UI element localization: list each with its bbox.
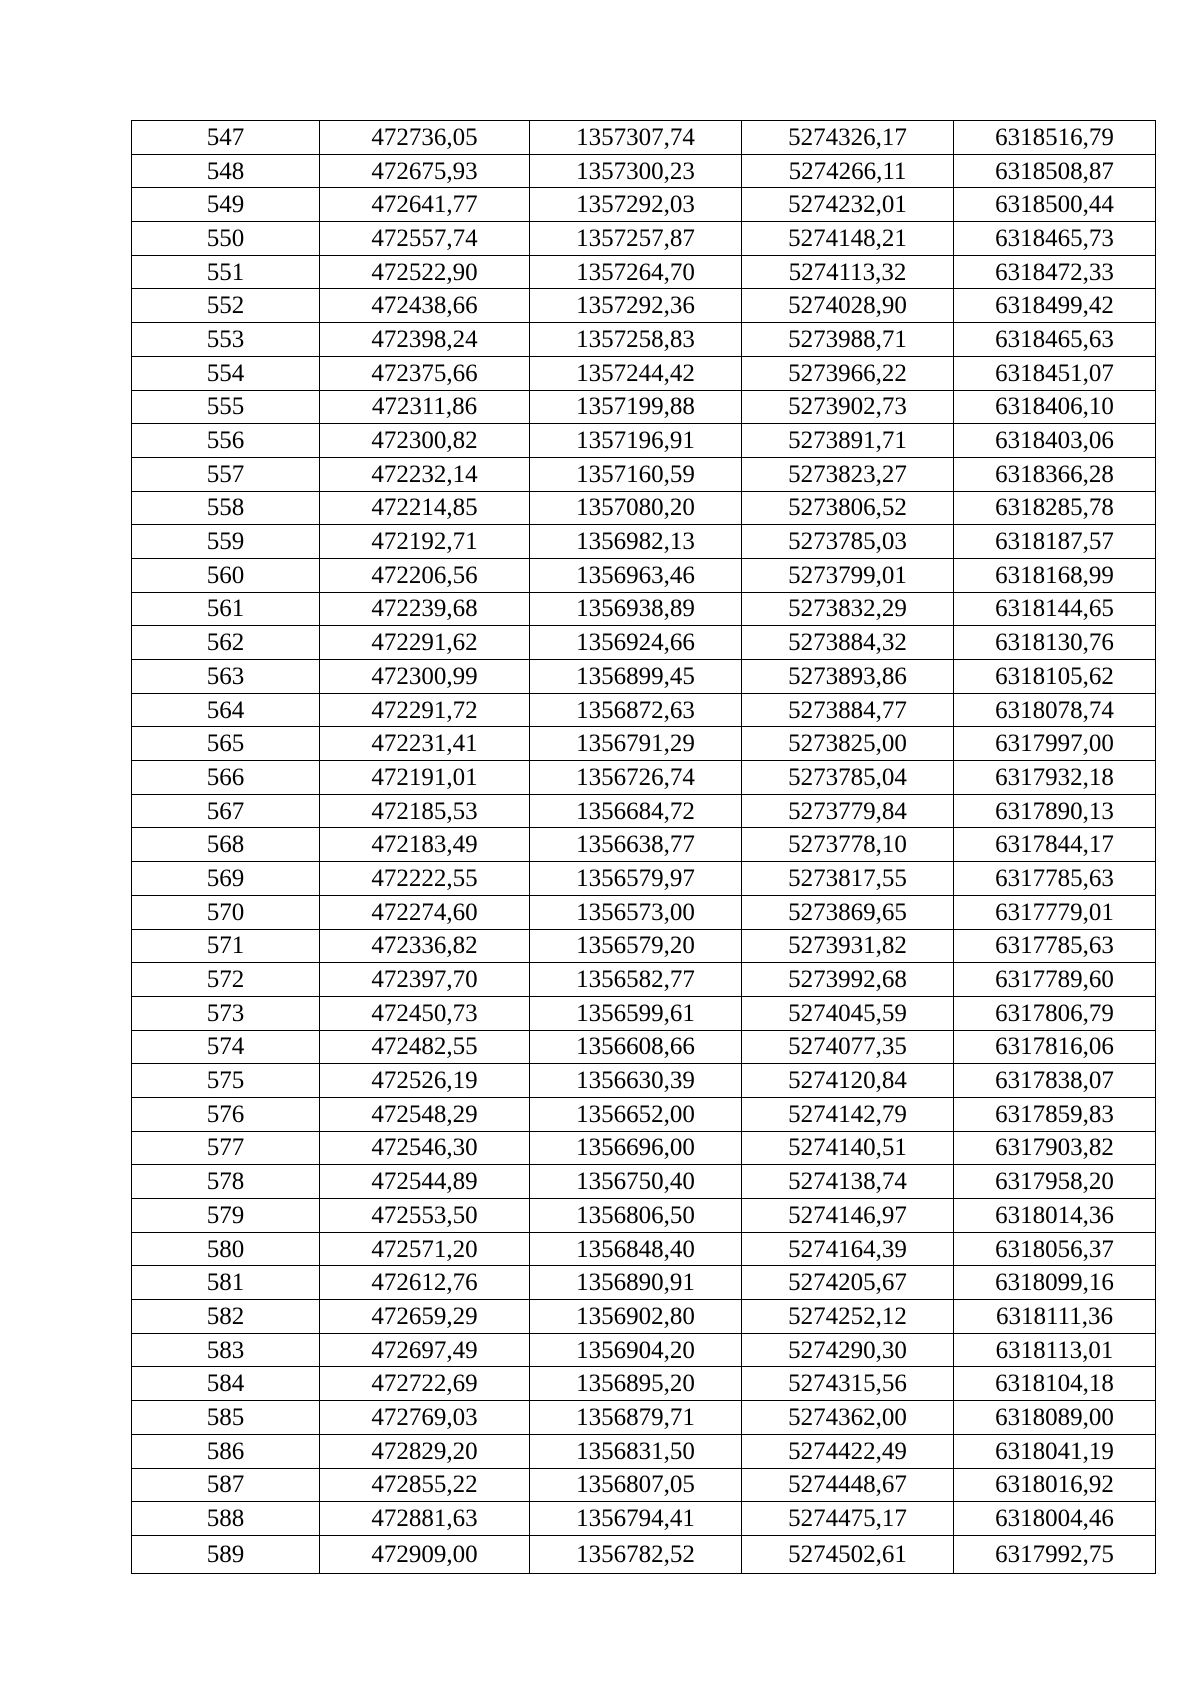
coord-col-2-cell: 1357258,83 — [530, 323, 742, 357]
coord-col-3-cell: 5274164,39 — [742, 1232, 954, 1266]
coord-col-1-cell: 472482,55 — [320, 1030, 530, 1064]
table-row — [132, 289, 1156, 323]
coord-col-1-cell: 472192,71 — [320, 525, 530, 559]
coord-col-1-cell: 472736,05 — [320, 121, 530, 155]
coord-col-2-cell: 1356895,20 — [530, 1367, 742, 1401]
table-row — [132, 693, 1156, 727]
coord-col-4-cell: 6317859,83 — [954, 1097, 1156, 1131]
coord-col-1-cell: 472311,86 — [320, 390, 530, 424]
coord-col-4-cell: 6318004,46 — [954, 1502, 1156, 1536]
coord-col-1-cell: 472829,20 — [320, 1434, 530, 1468]
point-number-cell: 557 — [132, 457, 320, 491]
point-number-cell: 578 — [132, 1165, 320, 1199]
coord-col-2-cell: 1356573,00 — [530, 895, 742, 929]
table-row — [132, 323, 1156, 357]
coord-col-3-cell: 5274362,00 — [742, 1401, 954, 1435]
point-number-cell: 554 — [132, 356, 320, 390]
table-row — [132, 1266, 1156, 1300]
coord-col-4-cell: 6318285,78 — [954, 491, 1156, 525]
table-row — [132, 1434, 1156, 1468]
coord-col-4-cell: 6318499,42 — [954, 289, 1156, 323]
coord-col-3-cell: 5273825,00 — [742, 727, 954, 761]
coord-col-4-cell: 6318056,37 — [954, 1232, 1156, 1266]
table-row — [132, 828, 1156, 862]
coord-col-3-cell: 5273817,55 — [742, 862, 954, 896]
point-number-cell: 565 — [132, 727, 320, 761]
coord-col-4-cell: 6317890,13 — [954, 794, 1156, 828]
coord-col-1-cell: 472544,89 — [320, 1165, 530, 1199]
coord-col-4-cell: 6317785,63 — [954, 862, 1156, 896]
point-number-cell: 549 — [132, 188, 320, 222]
coord-col-3-cell: 5273966,22 — [742, 356, 954, 390]
table-row — [132, 727, 1156, 761]
table-row — [132, 862, 1156, 896]
point-number-cell: 580 — [132, 1232, 320, 1266]
coord-col-3-cell: 5273902,73 — [742, 390, 954, 424]
coord-col-2-cell: 1357307,74 — [530, 121, 742, 155]
point-number-cell: 567 — [132, 794, 320, 828]
coord-col-1-cell: 472546,30 — [320, 1131, 530, 1165]
coord-col-3-cell: 5273779,84 — [742, 794, 954, 828]
coord-col-3-cell: 5274140,51 — [742, 1131, 954, 1165]
point-number-cell: 547 — [132, 121, 320, 155]
point-number-cell: 556 — [132, 424, 320, 458]
coord-col-1-cell: 472398,24 — [320, 323, 530, 357]
coord-col-1-cell: 472185,53 — [320, 794, 530, 828]
coord-col-3-cell: 5273931,82 — [742, 929, 954, 963]
coord-col-1-cell: 472769,03 — [320, 1401, 530, 1435]
coord-col-3-cell: 5274326,17 — [742, 121, 954, 155]
coord-col-3-cell: 5274448,67 — [742, 1468, 954, 1502]
coord-col-2-cell: 1356848,40 — [530, 1232, 742, 1266]
coord-col-3-cell: 5274252,12 — [742, 1300, 954, 1334]
coord-col-4-cell: 6318016,92 — [954, 1468, 1156, 1502]
table-row — [132, 154, 1156, 188]
coord-col-4-cell: 6318113,01 — [954, 1333, 1156, 1367]
table-row — [132, 1165, 1156, 1199]
coord-col-4-cell: 6318111,36 — [954, 1300, 1156, 1334]
coord-col-1-cell: 472300,82 — [320, 424, 530, 458]
coord-col-1-cell: 472557,74 — [320, 222, 530, 256]
coord-col-3-cell: 5273891,71 — [742, 424, 954, 458]
coord-col-4-cell: 6317785,63 — [954, 929, 1156, 963]
table-row — [132, 1097, 1156, 1131]
coord-col-4-cell: 6318187,57 — [954, 525, 1156, 559]
coord-col-3-cell: 5273884,32 — [742, 626, 954, 660]
coord-col-2-cell: 1356582,77 — [530, 963, 742, 997]
coord-col-2-cell: 1356726,74 — [530, 761, 742, 795]
coord-col-3-cell: 5273893,86 — [742, 660, 954, 694]
coord-col-4-cell: 6318041,19 — [954, 1434, 1156, 1468]
table-row — [132, 558, 1156, 592]
coord-col-2-cell: 1356750,40 — [530, 1165, 742, 1199]
point-number-cell: 582 — [132, 1300, 320, 1334]
coord-col-2-cell: 1356599,61 — [530, 996, 742, 1030]
coord-col-1-cell: 472206,56 — [320, 558, 530, 592]
point-number-cell: 558 — [132, 491, 320, 525]
coord-col-2-cell: 1356890,91 — [530, 1266, 742, 1300]
table-row — [132, 491, 1156, 525]
coord-col-4-cell: 6318465,63 — [954, 323, 1156, 357]
coord-col-4-cell: 6318099,16 — [954, 1266, 1156, 1300]
coord-col-1-cell: 472450,73 — [320, 996, 530, 1030]
coord-col-2-cell: 1356924,66 — [530, 626, 742, 660]
coord-col-3-cell: 5274146,97 — [742, 1199, 954, 1233]
point-number-cell: 552 — [132, 289, 320, 323]
table-row — [132, 1367, 1156, 1401]
table-row — [132, 1300, 1156, 1334]
coord-col-1-cell: 472239,68 — [320, 592, 530, 626]
point-number-cell: 553 — [132, 323, 320, 357]
point-number-cell: 566 — [132, 761, 320, 795]
coordinates-table-body — [132, 121, 1156, 1574]
point-number-cell: 559 — [132, 525, 320, 559]
coord-col-4-cell: 6318451,07 — [954, 356, 1156, 390]
coord-col-4-cell: 6318508,87 — [954, 154, 1156, 188]
table-row — [132, 794, 1156, 828]
coord-col-2-cell: 1356831,50 — [530, 1434, 742, 1468]
coord-col-1-cell: 472191,01 — [320, 761, 530, 795]
point-number-cell: 586 — [132, 1434, 320, 1468]
coord-col-4-cell: 6318500,44 — [954, 188, 1156, 222]
coord-col-3-cell: 5274142,79 — [742, 1097, 954, 1131]
point-number-cell: 550 — [132, 222, 320, 256]
coord-col-2-cell: 1356904,20 — [530, 1333, 742, 1367]
coord-col-3-cell: 5274232,01 — [742, 188, 954, 222]
coord-col-2-cell: 1357300,23 — [530, 154, 742, 188]
coord-col-1-cell: 472291,62 — [320, 626, 530, 660]
coord-col-4-cell: 6318144,65 — [954, 592, 1156, 626]
coord-col-2-cell: 1357199,88 — [530, 390, 742, 424]
coord-col-2-cell: 1357257,87 — [530, 222, 742, 256]
coord-col-4-cell: 6318516,79 — [954, 121, 1156, 155]
coord-col-2-cell: 1356902,80 — [530, 1300, 742, 1334]
point-number-cell: 584 — [132, 1367, 320, 1401]
coord-col-3-cell: 5274138,74 — [742, 1165, 954, 1199]
table-row — [132, 761, 1156, 795]
table-row — [132, 660, 1156, 694]
coord-col-3-cell: 5273869,65 — [742, 895, 954, 929]
point-number-cell: 569 — [132, 862, 320, 896]
coord-col-4-cell: 6317816,06 — [954, 1030, 1156, 1064]
point-number-cell: 575 — [132, 1064, 320, 1098]
point-number-cell: 583 — [132, 1333, 320, 1367]
coord-col-4-cell: 6317789,60 — [954, 963, 1156, 997]
coord-col-2-cell: 1356684,72 — [530, 794, 742, 828]
coord-col-3-cell: 5273992,68 — [742, 963, 954, 997]
coord-col-3-cell: 5274475,17 — [742, 1502, 954, 1536]
table-row — [132, 1064, 1156, 1098]
coord-col-2-cell: 1356608,66 — [530, 1030, 742, 1064]
coord-col-3-cell: 5274028,90 — [742, 289, 954, 323]
coord-col-4-cell: 6318130,76 — [954, 626, 1156, 660]
point-number-cell: 562 — [132, 626, 320, 660]
coord-col-1-cell: 472675,93 — [320, 154, 530, 188]
table-row — [132, 457, 1156, 491]
table-row — [132, 188, 1156, 222]
coord-col-3-cell: 5273988,71 — [742, 323, 954, 357]
point-number-cell: 587 — [132, 1468, 320, 1502]
coord-col-2-cell: 1356872,63 — [530, 693, 742, 727]
coord-col-2-cell: 1357244,42 — [530, 356, 742, 390]
coordinates-table — [131, 120, 1156, 1574]
coord-col-3-cell: 5274315,56 — [742, 1367, 954, 1401]
coord-col-4-cell: 6317903,82 — [954, 1131, 1156, 1165]
point-number-cell: 551 — [132, 255, 320, 289]
coord-col-1-cell: 472438,66 — [320, 289, 530, 323]
coord-col-4-cell: 6318089,00 — [954, 1401, 1156, 1435]
point-number-cell: 581 — [132, 1266, 320, 1300]
coord-col-2-cell: 1356638,77 — [530, 828, 742, 862]
coord-col-4-cell: 6318406,10 — [954, 390, 1156, 424]
point-number-cell: 589 — [132, 1535, 320, 1573]
point-number-cell: 555 — [132, 390, 320, 424]
coord-col-4-cell: 6318105,62 — [954, 660, 1156, 694]
coord-col-2-cell: 1356806,50 — [530, 1199, 742, 1233]
coord-col-4-cell: 6317997,00 — [954, 727, 1156, 761]
point-number-cell: 568 — [132, 828, 320, 862]
coord-col-3-cell: 5274077,35 — [742, 1030, 954, 1064]
table-row — [132, 1333, 1156, 1367]
table-row — [132, 626, 1156, 660]
coord-col-1-cell: 472548,29 — [320, 1097, 530, 1131]
table-row — [132, 1535, 1156, 1573]
coord-col-1-cell: 472397,70 — [320, 963, 530, 997]
table-row — [132, 390, 1156, 424]
coord-col-2-cell: 1357264,70 — [530, 255, 742, 289]
coord-col-1-cell: 472881,63 — [320, 1502, 530, 1536]
coord-col-1-cell: 472214,85 — [320, 491, 530, 525]
coord-col-1-cell: 472659,29 — [320, 1300, 530, 1334]
coord-col-2-cell: 1357196,91 — [530, 424, 742, 458]
coord-col-4-cell: 6318465,73 — [954, 222, 1156, 256]
coord-col-4-cell: 6318014,36 — [954, 1199, 1156, 1233]
coord-col-1-cell: 472641,77 — [320, 188, 530, 222]
coord-col-2-cell: 1356579,97 — [530, 862, 742, 896]
coord-col-4-cell: 6317932,18 — [954, 761, 1156, 795]
coord-col-1-cell: 472526,19 — [320, 1064, 530, 1098]
coord-col-2-cell: 1356982,13 — [530, 525, 742, 559]
coord-col-3-cell: 5274045,59 — [742, 996, 954, 1030]
coord-col-2-cell: 1356899,45 — [530, 660, 742, 694]
coord-col-4-cell: 6318403,06 — [954, 424, 1156, 458]
coord-col-4-cell: 6317779,01 — [954, 895, 1156, 929]
coord-col-3-cell: 5274422,49 — [742, 1434, 954, 1468]
coord-col-2-cell: 1356579,20 — [530, 929, 742, 963]
coord-col-1-cell: 472232,14 — [320, 457, 530, 491]
table-row — [132, 996, 1156, 1030]
coord-col-3-cell: 5274266,11 — [742, 154, 954, 188]
table-row — [132, 525, 1156, 559]
table-row — [132, 1131, 1156, 1165]
table-row — [132, 1030, 1156, 1064]
coord-col-2-cell: 1356630,39 — [530, 1064, 742, 1098]
table-row — [132, 1199, 1156, 1233]
point-number-cell: 588 — [132, 1502, 320, 1536]
coord-col-1-cell: 472183,49 — [320, 828, 530, 862]
coord-col-2-cell: 1356791,29 — [530, 727, 742, 761]
coord-col-2-cell: 1356963,46 — [530, 558, 742, 592]
coord-col-3-cell: 5273823,27 — [742, 457, 954, 491]
table-row — [132, 121, 1156, 155]
point-number-cell: 573 — [132, 996, 320, 1030]
table-row — [132, 356, 1156, 390]
coord-col-2-cell: 1356807,05 — [530, 1468, 742, 1502]
coord-col-1-cell: 472722,69 — [320, 1367, 530, 1401]
coord-col-3-cell: 5273799,01 — [742, 558, 954, 592]
coord-col-3-cell: 5273778,10 — [742, 828, 954, 862]
point-number-cell: 572 — [132, 963, 320, 997]
table-row — [132, 1232, 1156, 1266]
coord-col-3-cell: 5273785,04 — [742, 761, 954, 795]
point-number-cell: 564 — [132, 693, 320, 727]
table-row — [132, 895, 1156, 929]
point-number-cell: 560 — [132, 558, 320, 592]
table-row — [132, 424, 1156, 458]
coord-col-3-cell: 5273884,77 — [742, 693, 954, 727]
table-row — [132, 592, 1156, 626]
coord-col-4-cell: 6318472,33 — [954, 255, 1156, 289]
point-number-cell: 576 — [132, 1097, 320, 1131]
coord-col-3-cell: 5274205,67 — [742, 1266, 954, 1300]
point-number-cell: 561 — [132, 592, 320, 626]
coord-col-4-cell: 6318366,28 — [954, 457, 1156, 491]
table-row — [132, 222, 1156, 256]
coord-col-4-cell: 6317958,20 — [954, 1165, 1156, 1199]
coord-col-4-cell: 6318078,74 — [954, 693, 1156, 727]
coord-col-1-cell: 472291,72 — [320, 693, 530, 727]
coord-col-2-cell: 1357292,36 — [530, 289, 742, 323]
coord-col-1-cell: 472300,99 — [320, 660, 530, 694]
table-row — [132, 963, 1156, 997]
coord-col-1-cell: 472612,76 — [320, 1266, 530, 1300]
coord-col-2-cell: 1357160,59 — [530, 457, 742, 491]
table-row — [132, 255, 1156, 289]
coord-col-2-cell: 1356652,00 — [530, 1097, 742, 1131]
coord-col-1-cell: 472336,82 — [320, 929, 530, 963]
coord-col-1-cell: 472522,90 — [320, 255, 530, 289]
coord-col-2-cell: 1356782,52 — [530, 1535, 742, 1573]
coord-col-3-cell: 5274113,32 — [742, 255, 954, 289]
point-number-cell: 585 — [132, 1401, 320, 1435]
table-row — [132, 1502, 1156, 1536]
coord-col-4-cell: 6318104,18 — [954, 1367, 1156, 1401]
point-number-cell: 570 — [132, 895, 320, 929]
coord-col-2-cell: 1356696,00 — [530, 1131, 742, 1165]
point-number-cell: 563 — [132, 660, 320, 694]
coord-col-2-cell: 1356938,89 — [530, 592, 742, 626]
coord-col-3-cell: 5273785,03 — [742, 525, 954, 559]
coord-col-1-cell: 472375,66 — [320, 356, 530, 390]
coord-col-2-cell: 1356794,41 — [530, 1502, 742, 1536]
coord-col-3-cell: 5273832,29 — [742, 592, 954, 626]
table-row — [132, 1468, 1156, 1502]
coord-col-1-cell: 472222,55 — [320, 862, 530, 896]
coord-col-1-cell: 472274,60 — [320, 895, 530, 929]
table-row — [132, 1401, 1156, 1435]
point-number-cell: 571 — [132, 929, 320, 963]
coord-col-1-cell: 472571,20 — [320, 1232, 530, 1266]
coord-col-3-cell: 5274290,30 — [742, 1333, 954, 1367]
coord-col-1-cell: 472909,00 — [320, 1535, 530, 1573]
coord-col-2-cell: 1357292,03 — [530, 188, 742, 222]
coord-col-1-cell: 472855,22 — [320, 1468, 530, 1502]
coord-col-4-cell: 6317992,75 — [954, 1535, 1156, 1573]
coord-col-1-cell: 472231,41 — [320, 727, 530, 761]
point-number-cell: 579 — [132, 1199, 320, 1233]
coord-col-2-cell: 1357080,20 — [530, 491, 742, 525]
coord-col-2-cell: 1356879,71 — [530, 1401, 742, 1435]
point-number-cell: 577 — [132, 1131, 320, 1165]
coord-col-3-cell: 5274148,21 — [742, 222, 954, 256]
point-number-cell: 574 — [132, 1030, 320, 1064]
coord-col-3-cell: 5274502,61 — [742, 1535, 954, 1573]
coord-col-1-cell: 472697,49 — [320, 1333, 530, 1367]
coord-col-4-cell: 6317844,17 — [954, 828, 1156, 862]
point-number-cell: 548 — [132, 154, 320, 188]
table-row — [132, 929, 1156, 963]
coord-col-4-cell: 6317838,07 — [954, 1064, 1156, 1098]
coord-col-4-cell: 6317806,79 — [954, 996, 1156, 1030]
coord-col-4-cell: 6318168,99 — [954, 558, 1156, 592]
coord-col-3-cell: 5273806,52 — [742, 491, 954, 525]
coord-col-1-cell: 472553,50 — [320, 1199, 530, 1233]
coord-col-3-cell: 5274120,84 — [742, 1064, 954, 1098]
